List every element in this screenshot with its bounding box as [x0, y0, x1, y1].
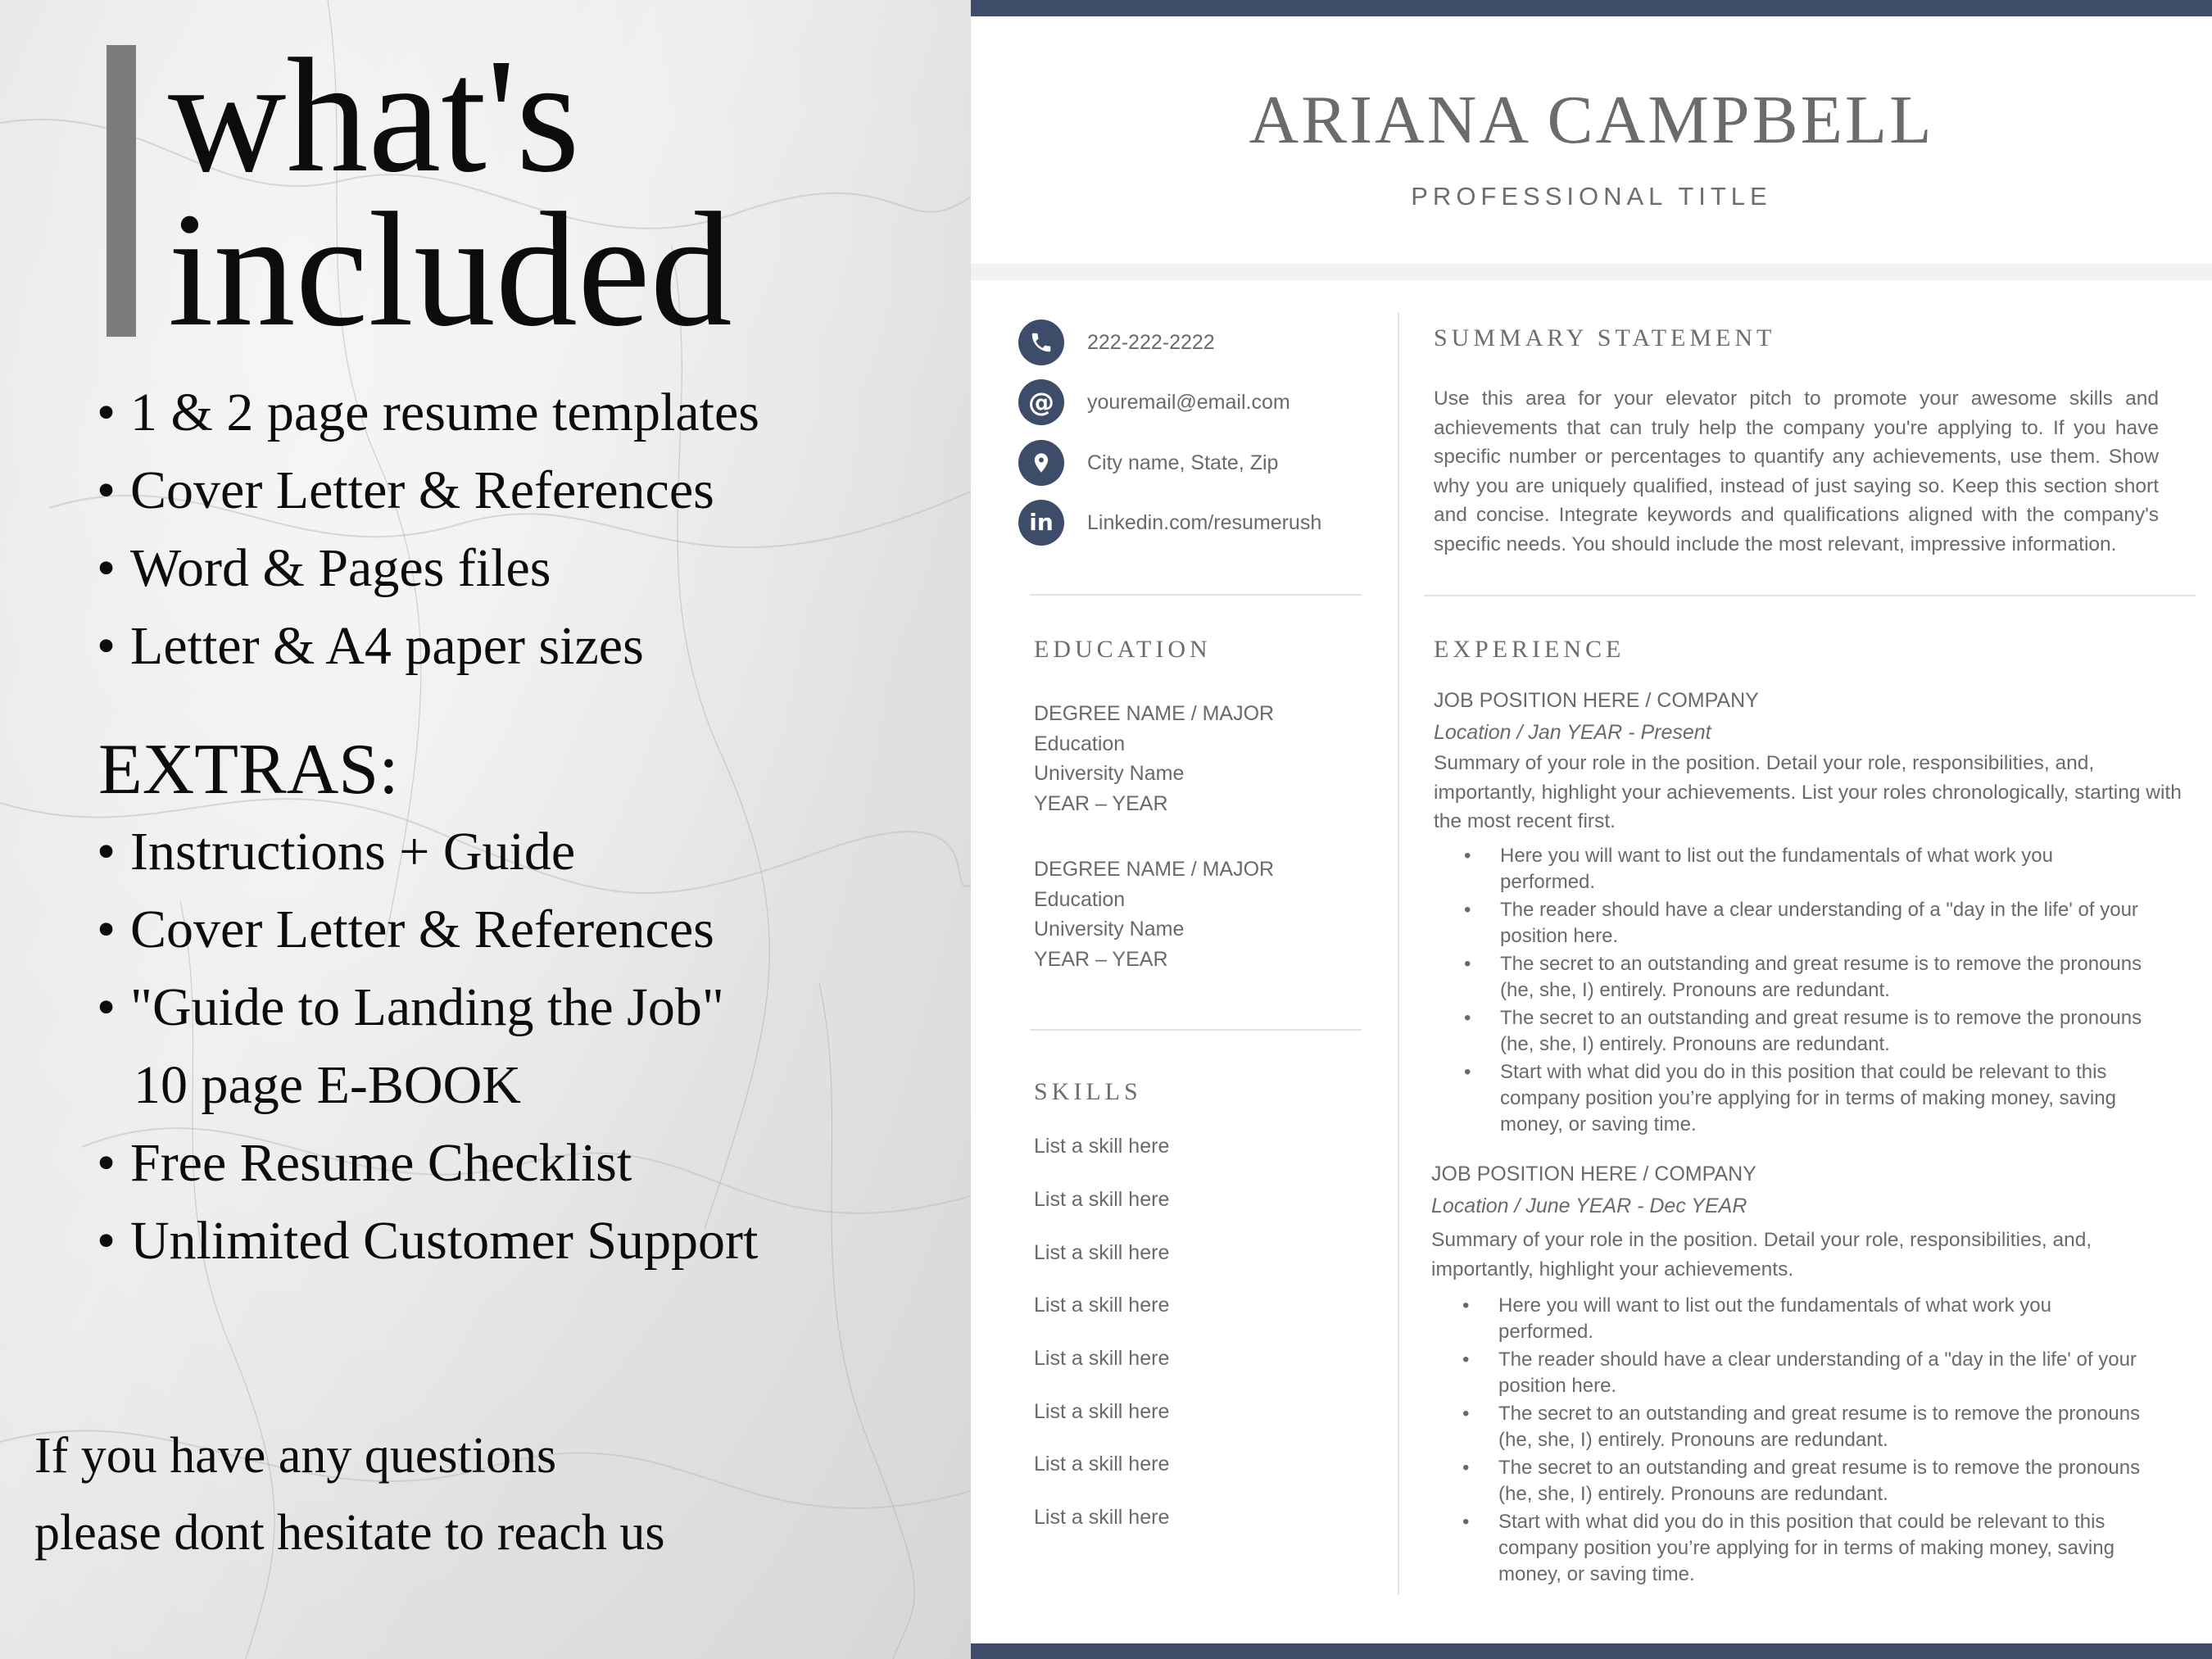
list-item: • Cover Letter & References: [97, 460, 714, 520]
job-location: Location / June YEAR - Dec YEAR: [1431, 1194, 1747, 1217]
contact-phone: [1018, 320, 1215, 365]
resume-preview: [971, 0, 2212, 1659]
job-location: Location / Jan YEAR - Present: [1434, 721, 1711, 744]
education-entry: DEGREE NAME / MAJOR Education University Name YEAR – YEAR: [1034, 702, 1275, 815]
skills-heading: SKILLS: [1034, 1078, 1142, 1105]
top-accent-bar: [971, 0, 2212, 16]
professional-title: PROFESSIONAL TITLE: [1411, 182, 1772, 211]
experience-heading: EXPERIENCE: [1434, 636, 1625, 663]
accent-bar: [107, 45, 136, 337]
job-bullets: [1461, 843, 2153, 1140]
divider: [1424, 595, 2196, 596]
list-item: • Word & Pages files: [97, 538, 551, 598]
list-item: • The secret to an outstanding and great resume is to remove the pronouns (he, she, I) entirely. Pronouns are redundant.: [1459, 1401, 2151, 1453]
job-summary: Summary of your role in the position. Detail your role, responsibilities, and, importantly, highlight your achievements.: [1431, 1229, 2092, 1281]
extras-heading: EXTRAS:: [98, 730, 399, 809]
list-item: • Here you will want to list out the fundamentals of what work you performed.: [1461, 843, 2153, 895]
education-heading: EDUCATION: [1034, 636, 1212, 663]
job-position: JOB POSITION HERE / COMPANY: [1434, 689, 1759, 712]
list-item: • The secret to an outstanding and great resume is to remove the pronouns (he, she, I) entirely. Pronouns are redundant.: [1461, 1005, 2153, 1058]
skill-item: List a skill here: [1034, 1400, 1170, 1423]
list-item-continuation: 10 page E-BOOK: [134, 1055, 521, 1115]
summary-text: Use this area for your elevator pitch to promote your awesome skills and achievements that can truly help the company you're applying to. If you have specific number or percentages to quantify any achievements, use them. Show why you are uniquely qualified, instead of just saying so. Keep this section short and concise. Integrate keywords and qualifications aligned with the company's specific needs. You should include the most relevant, impressive information.: [1434, 388, 2159, 555]
list-item: • Letter & A4 paper sizes: [97, 616, 644, 676]
extras-list: [94, 813, 758, 1280]
list-item: • Start with what did you do in this position that could be relevant to this company position you’re applying for in terms of making money, saving money, or saving time.: [1461, 1059, 2153, 1138]
header-divider-band: [971, 264, 2212, 280]
list-item: • Free Resume Checklist: [97, 1133, 632, 1193]
linkedin-text: Linkedin.com/resumerush: [1087, 510, 1322, 534]
location-text: City name, State, Zip: [1087, 451, 1279, 474]
included-list: [94, 374, 759, 685]
divider: [1030, 594, 1362, 596]
contact-linkedin: [1018, 500, 1321, 546]
list-item: • Instructions + Guide: [97, 822, 576, 882]
job-summary: Summary of your role in the position. Detail your role, responsibilities, and, importantly, highlight your achievements. List your roles chronologically, starting with the most recent first.: [1434, 752, 2182, 832]
contact-email: [1018, 379, 1290, 425]
list-item: • The reader should have a clear understanding of a "day in the life' of your position here.: [1459, 1347, 2151, 1399]
list-item: • Unlimited Customer Support: [97, 1211, 759, 1271]
list-item: • The secret to an outstanding and great resume is to remove the pronouns (he, she, I) entirely. Pronouns are redundant.: [1459, 1455, 2151, 1507]
headline-line-1: what's: [168, 25, 580, 206]
phone-text: 222-222-2222: [1087, 330, 1215, 354]
summary-heading: SUMMARY STATEMENT: [1434, 324, 1776, 351]
phone-icon: [1018, 320, 1064, 365]
skill-item: List a skill here: [1034, 1506, 1170, 1529]
skill-item: List a skill here: [1034, 1188, 1170, 1211]
divider: [1030, 1029, 1362, 1031]
list-item: • 1 & 2 page resume templates: [97, 383, 759, 442]
skill-item: List a skill here: [1034, 1347, 1170, 1370]
list-item: • "Guide to Landing the Job": [97, 977, 724, 1037]
education-entry: DEGREE NAME / MAJOR Education University Name YEAR – YEAR: [1034, 858, 1275, 971]
list-item: • The secret to an outstanding and great resume is to remove the pronouns (he, she, I) entirely. Pronouns are redundant.: [1461, 951, 2153, 1004]
list-item: • The reader should have a clear understanding of a "day in the life' of your position here.: [1461, 897, 2153, 950]
skill-item: List a skill here: [1034, 1294, 1170, 1317]
skill-item: List a skill here: [1034, 1241, 1170, 1264]
list-item: • Start with what did you do in this position that could be relevant to this company position you’re applying for in terms of making money, saving money, or saving time.: [1459, 1509, 2151, 1588]
location-pin-icon: [1018, 440, 1064, 486]
at-icon: @: [1018, 379, 1064, 425]
job-bullets: [1459, 1293, 2151, 1589]
list-item: • Cover Letter & References: [97, 900, 714, 959]
resume-name: ARIANA CAMPBELL: [1249, 82, 1934, 158]
linkedin-icon: in: [1018, 500, 1064, 546]
contact-note: If you have any questions please dont hesitate to reach us: [34, 1428, 665, 1561]
bottom-accent-bar: [971, 1643, 2212, 1659]
skill-item: List a skill here: [1034, 1453, 1170, 1475]
headline-line-2: included: [168, 179, 732, 360]
email-text: youremail@email.com: [1087, 390, 1290, 414]
promo-panel: [0, 0, 971, 1659]
skill-item: List a skill here: [1034, 1135, 1170, 1158]
job-position: JOB POSITION HERE / COMPANY: [1431, 1163, 1756, 1185]
list-item: • Here you will want to list out the fundamentals of what work you performed.: [1459, 1293, 2151, 1345]
contact-location: [1018, 440, 1278, 486]
column-divider: [1398, 313, 1399, 1594]
